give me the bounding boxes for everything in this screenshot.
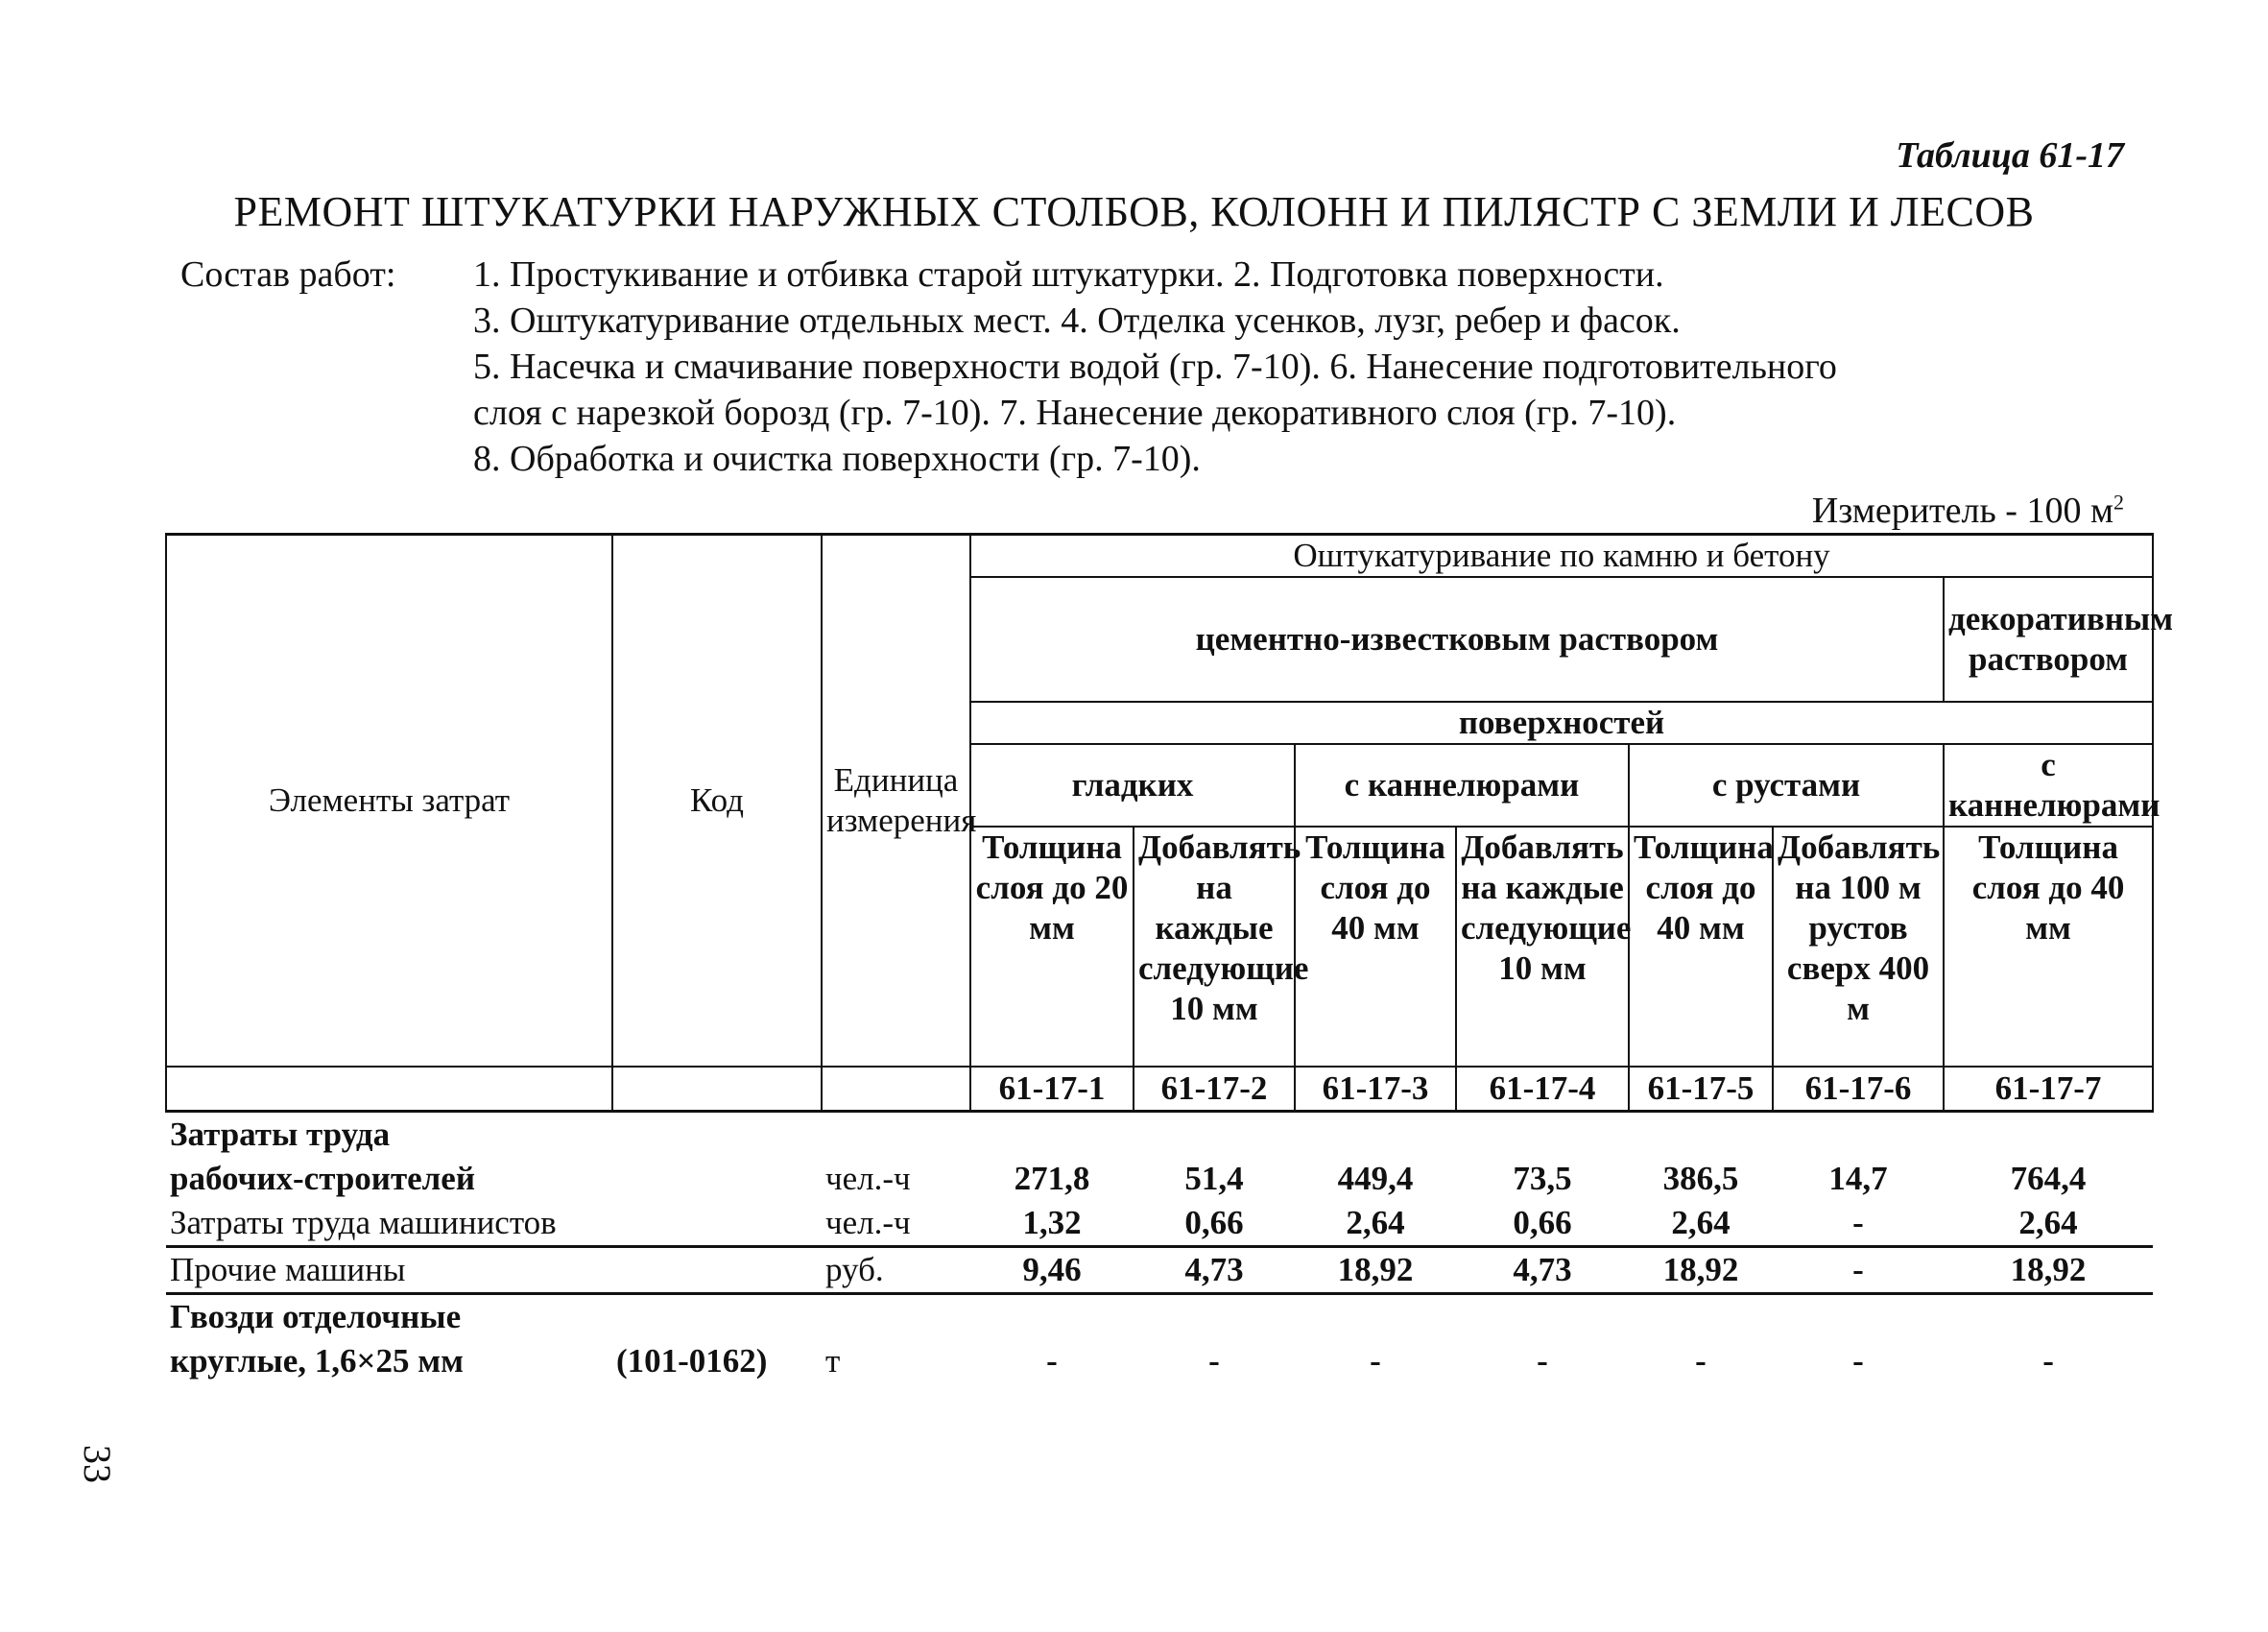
row-unit: т — [825, 1342, 841, 1380]
header-col2: Добавлять на каждые следующие 10 мм — [1134, 827, 1295, 1067]
header-unit: Единица измерения — [822, 535, 970, 1068]
header-smooth: гладких — [970, 744, 1295, 827]
row-value: 2,64 — [1295, 1201, 1456, 1247]
page-title: РЕМОНТ ШТУКАТУРКИ НАРУЖНЫХ СТОЛБОВ, КОЛОНН И ПИЛЯСТР С ЗЕМЛИ И ЛЕСОВ — [233, 188, 2035, 235]
header-code: Код — [612, 535, 822, 1068]
row-name: рабочих-строителей — [170, 1160, 476, 1197]
norms-table — [165, 533, 2174, 1383]
header-col1: Толщина слоя до 20 мм — [970, 827, 1134, 1067]
row-value: 0,66 — [1456, 1201, 1629, 1247]
row-value: - — [1852, 1342, 1864, 1380]
header-rustic: с рустами — [1629, 744, 1944, 827]
row-code — [612, 1247, 822, 1294]
row-value: 9,46 — [970, 1247, 1134, 1294]
header-col6: Добавлять на 100 м рустов сверх 400 м — [1773, 827, 1944, 1067]
row-value: - — [1537, 1342, 1548, 1380]
header-fluted: с каннелюрами — [1295, 744, 1629, 827]
row-code — [612, 1201, 822, 1247]
row-name: Прочие машины — [166, 1247, 612, 1294]
row-value: 18,92 — [1629, 1247, 1773, 1294]
table-number: Таблица 61-17 — [1896, 135, 2124, 176]
norm-code: 61-17-4 — [1456, 1067, 1629, 1112]
norm-code: 61-17-2 — [1134, 1067, 1295, 1112]
composition-line: 3. Оштукатуривание отдельных мест. 4. Отделка усенков, лузг, ребер и фасок. — [473, 300, 1681, 341]
composition-line: слоя с нарезкой борозд (гр. 7-10). 7. Нанесение декоративного слоя (гр. 7-10). — [473, 393, 1677, 433]
header-col5: Толщина слоя до 40 мм — [1629, 827, 1773, 1067]
header-decorative: декоративным раствором — [1944, 577, 2153, 702]
row-value: - — [1773, 1201, 1944, 1247]
row-value: 386,5 — [1662, 1160, 1739, 1197]
norm-code: 61-17-7 — [1944, 1067, 2153, 1112]
row-unit: чел.-ч — [825, 1160, 911, 1197]
header-fluted-decorative: с каннелюрами — [1944, 744, 2153, 827]
row-value: 73,5 — [1513, 1160, 1572, 1197]
composition-line: 8. Обработка и очистка поверхности (гр. 7-10). — [473, 439, 1201, 479]
row-value: 14,7 — [1828, 1160, 1888, 1197]
row-value: 449,4 — [1337, 1160, 1414, 1197]
row-name: круглые, 1,6×25 мм — [170, 1342, 464, 1380]
measure-unit-exp: 2 — [2113, 490, 2124, 515]
code-row-blank — [166, 1067, 612, 1112]
norm-code: 61-17-1 — [970, 1067, 1134, 1112]
row-code: (101-0162) — [616, 1342, 768, 1380]
measure-unit-text: Измеритель - 100 м — [1811, 491, 2113, 531]
composition-line: 5. Насечка и смачивание поверхности водой (гр. 7-10). 6. Нанесение подготовительного — [473, 347, 1837, 387]
row-name: Затраты труда — [170, 1116, 391, 1153]
row-unit: чел.-ч — [822, 1201, 970, 1247]
row-value: 51,4 — [1184, 1160, 1244, 1197]
row-value: - — [1046, 1342, 1058, 1380]
row-value: - — [1773, 1247, 1944, 1294]
row-value: 1,32 — [970, 1201, 1134, 1247]
row-value: 0,66 — [1134, 1201, 1295, 1247]
composition-label: Состав работ: — [180, 254, 396, 295]
row-unit: руб. — [822, 1247, 970, 1294]
measure-unit — [1812, 490, 2124, 532]
row-value: - — [1370, 1342, 1381, 1380]
code-row-blank — [822, 1067, 970, 1112]
header-col4: Добавлять на каждые следующие 10 мм — [1456, 827, 1629, 1067]
row-value: 18,92 — [1944, 1247, 2153, 1294]
norm-code: 61-17-6 — [1773, 1067, 1944, 1112]
norm-code: 61-17-3 — [1295, 1067, 1456, 1112]
composition-line: 1. Простукивание и отбивка старой штукатурки. 2. Подготовка поверхности. — [473, 254, 1664, 295]
page-number: 33 — [76, 1445, 119, 1483]
row-value: 4,73 — [1456, 1247, 1629, 1294]
row-value: - — [1208, 1342, 1220, 1380]
header-col3: Толщина слоя до 40 мм — [1295, 827, 1456, 1067]
header-surfaces: поверхностей — [970, 702, 2153, 744]
header-elements: Элементы затрат — [166, 535, 612, 1068]
row-value: 2,64 — [1629, 1201, 1773, 1247]
row-value: 18,92 — [1295, 1247, 1456, 1294]
header-cement: цементно-известковым раствором — [970, 577, 1944, 702]
row-value: - — [2042, 1342, 2054, 1380]
row-value: - — [1695, 1342, 1707, 1380]
row-code — [612, 1157, 822, 1201]
code-row-blank — [612, 1067, 822, 1112]
row-value: 764,4 — [2010, 1160, 2087, 1197]
norm-code: 61-17-5 — [1629, 1067, 1773, 1112]
header-col7: Толщина слоя до 40 мм — [1944, 827, 2153, 1067]
row-name: Гвозди отделочные — [170, 1298, 462, 1335]
row-value: 2,64 — [1944, 1201, 2153, 1247]
row-name: Затраты труда машинистов — [166, 1201, 612, 1247]
row-value: 271,8 — [1014, 1160, 1090, 1197]
header-group: Оштукатуривание по камню и бетону — [970, 535, 2153, 578]
row-value: 4,73 — [1134, 1247, 1295, 1294]
composition-text — [473, 252, 2153, 482]
